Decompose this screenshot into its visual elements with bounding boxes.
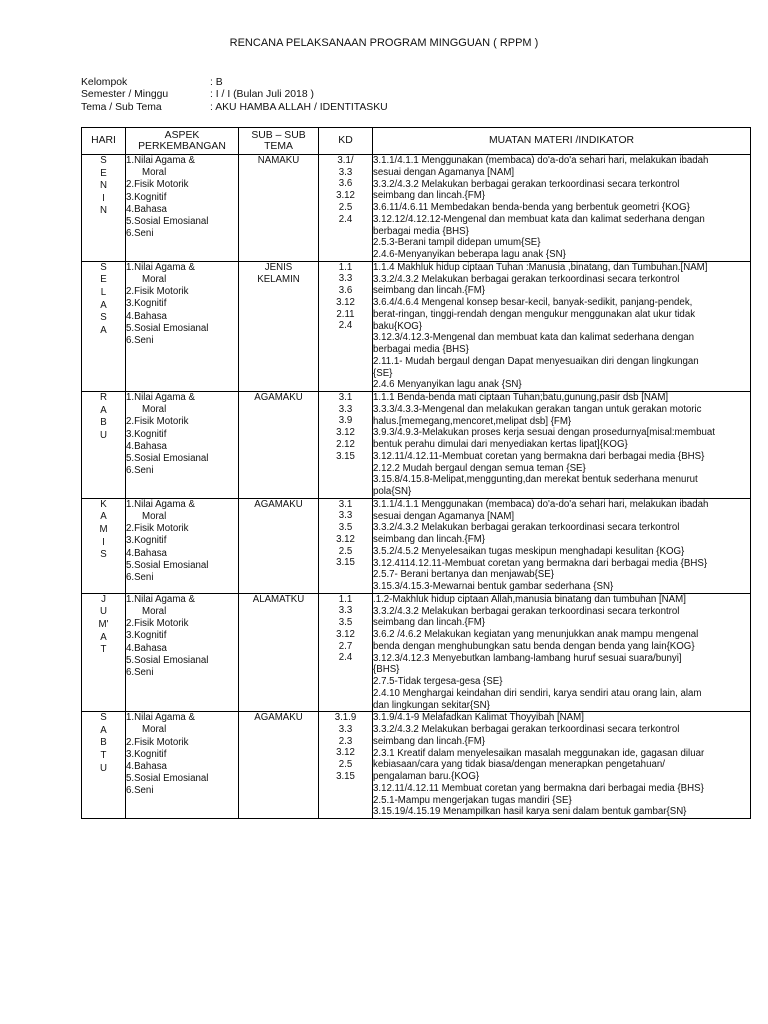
muatan-line: 3.1.1/4.1.1 Menggunakan (membaca) do'a-do'a sehari hari, melakukan ibadah [373, 498, 709, 510]
info-row [81, 102, 388, 114]
kd-cell [319, 498, 373, 593]
muatan-line: sesuai dengan Agamanya [NAM] [373, 166, 515, 178]
kd-line: 3.15 [336, 770, 355, 782]
aspek-line: 2.Fisik Motorik [126, 179, 189, 191]
muatan-line: 2.7.5-Tidak tergesa-gesa {SE} [373, 676, 503, 687]
muatan-line: 3.12.3/4.12.3 Menyebutkan lambang-lambang huruf sesuai suara/bunyi] [373, 652, 682, 664]
aspek-line: Moral [142, 273, 167, 285]
kd-line: 3.6 [338, 285, 353, 297]
aspek-line: 5.Sosial Emosianal [126, 322, 209, 334]
day-cell [82, 498, 126, 593]
muatan-line: 2.4.10 Menghargai keindahan diri sendiri, karya sendiri atau orang lain, alam [373, 687, 702, 699]
aspek-line: 2.Fisik Motorik [126, 523, 189, 535]
aspek-line: 4.Bahasa [126, 203, 167, 215]
table-row [82, 712, 751, 819]
aspek-line: 6.Seni [126, 334, 154, 346]
muatan-line: berbagai media {BHS} [373, 344, 469, 355]
header-hari: HARI [82, 128, 126, 155]
aspek-line: 5.Sosial Emosianal [126, 453, 209, 465]
muatan-line: 2.11.1- Mudah bergaul dengan Dapat menyesuaikan diri dengan lingkungan [373, 355, 699, 367]
header-aspek-line1: ASPEK [164, 129, 200, 141]
sub-tema-line: AGAMAKU [254, 712, 303, 724]
info-label: Semester / Minggu [81, 89, 169, 101]
sub-tema-cell [239, 712, 319, 819]
muatan-line: 3.12.4114.12.11-Membuat coretan yang bermakna dari berbagai media {BHS} [373, 557, 708, 569]
day-cell [82, 261, 126, 391]
kd-line: 3.12 [336, 533, 355, 545]
muatan-line: pengalaman baru.{KOG} [373, 771, 480, 782]
kd-line: 3.3 [338, 605, 353, 617]
muatan-cell [373, 712, 751, 819]
kd-line: 3.9 [338, 415, 353, 427]
kd-line: 3.1 [338, 498, 353, 510]
muatan-line: {BHS} [373, 664, 400, 676]
aspek-line: Moral [142, 167, 167, 179]
sub-tema-line: KELAMIN [257, 274, 300, 286]
aspek-line: 4.Bahasa [126, 440, 167, 452]
info-value: : B [210, 77, 223, 88]
muatan-line: 3.9.3/4.9.3-Melakukan proses kerja sesuai dengan prosedurnya[misal:membuat [373, 427, 715, 439]
muatan-cell [373, 498, 751, 593]
aspek-cell [126, 392, 239, 499]
day-letter: A [100, 511, 107, 523]
aspek-line: 5.Sosial Emosianal [126, 654, 209, 666]
day-letter: A [100, 324, 107, 336]
muatan-line: {SE} [373, 367, 393, 379]
muatan-line: pola{SN} [373, 486, 412, 497]
day-letter: M [99, 523, 108, 535]
sub-tema-cell [239, 155, 319, 262]
sub-tema-cell [239, 593, 319, 712]
day-letter: E [100, 167, 107, 179]
header-sub-line1: SUB – SUB [251, 129, 306, 141]
rppm-table [81, 127, 751, 819]
kd-line: 1.1 [338, 593, 353, 605]
header-muatan: MUATAN MATERI /INDIKATOR [373, 128, 751, 155]
day-letter: I [102, 536, 105, 548]
muatan-line: 3.5.2/4.5.2 Menyelesaikan tugas meskipun menghadapi kesulitan {KOG} [373, 545, 685, 557]
aspek-line: 6.Seni [126, 465, 154, 477]
day-letter: U [100, 429, 107, 441]
muatan-line: 3.3.2/4.3.2 Melakukan berbagai gerakan terkoordinasi secara terkontrol [373, 522, 680, 534]
kd-line: 2.4 [338, 213, 353, 225]
muatan-line: 3.15.3/4.15.3-Mewarnai bentuk gambar sederhana {SN} [373, 581, 614, 592]
muatan-line: benda dengan menghubungkan satu benda dengan benda yang lain{KOG} [373, 640, 695, 652]
muatan-line: 3.15.19/4.15.19 Menampilkan hasil karya seni dalam bentuk gambar{SN} [373, 806, 687, 818]
muatan-line: 2.4.6-Menyanyikan beberapa lagu anak {SN} [373, 249, 566, 260]
table-row [82, 593, 751, 712]
aspek-line: 1.Nilai Agama & [126, 593, 195, 605]
muatan-line: seimbang dan lincah.{FM} [373, 534, 486, 545]
kd-cell [319, 712, 373, 819]
kd-cell [319, 261, 373, 391]
muatan-line: 2.5.3-Berani tampil didepan umum{SE} [373, 237, 541, 249]
kd-line: 3.12 [336, 427, 355, 439]
kd-line: 3.12 [336, 747, 355, 759]
muatan-line: 3.3.2/4.3.2 Melakukan berbagai gerakan terkoordinasi secara terkontrol [373, 178, 680, 190]
aspek-line: 3.Kognitif [126, 191, 167, 203]
aspek-line: 2.Fisik Motorik [126, 618, 189, 630]
aspek-cell [126, 261, 239, 391]
muatan-line: 2.4.6 Menyanyikan lagu anak {SN} [373, 379, 522, 391]
day-cell [82, 392, 126, 499]
aspek-line: Moral [142, 724, 167, 736]
kd-line: 3.12 [336, 628, 355, 640]
muatan-line: 3.12.11/4.12.11 Membuat coretan yang bermakna dari berbagai media {BHS} [373, 782, 704, 794]
header-aspek-line2: PERKEMBANGAN [138, 141, 226, 152]
kd-line: 3.5 [338, 522, 353, 534]
aspek-line: 6.Seni [126, 571, 154, 583]
day-letter: S [100, 261, 107, 273]
table-header-row [82, 128, 751, 155]
info-block [81, 77, 388, 114]
day-letter: U [100, 606, 107, 618]
aspek-line: 4.Bahasa [126, 642, 167, 654]
muatan-line: 3.3.3/4.3.3-Mengenal dan melakukan gerakan tangan untuk gerakan motoric [373, 403, 702, 415]
info-value: : I / I (Bulan Juli 2018 ) [210, 89, 314, 101]
aspek-line: 1.Nilai Agama & [126, 155, 195, 166]
table-row [82, 261, 751, 391]
muatan-line: bentuk perahu dimulai dari menyediakan kertas lipat]{KOG} [373, 439, 628, 450]
kd-line: 3.1 [338, 392, 353, 403]
day-letter: I [102, 192, 105, 204]
muatan-line: seimbang dan lincah.{FM} [373, 735, 486, 747]
kd-line: 2.5 [338, 759, 353, 771]
muatan-line: dan lingkungan sekitar{SN} [373, 699, 490, 711]
kd-line: 2.7 [338, 640, 353, 652]
sub-tema-line: JENIS [264, 261, 293, 273]
kd-cell [319, 392, 373, 499]
muatan-line: 3.6.4/4.6.4 Mengenal konsep besar-kecil, banyak-sedikit, panjang-pendek, [373, 297, 693, 308]
sub-tema-line: AGAMAKU [254, 498, 303, 510]
sub-tema-cell [239, 498, 319, 593]
header-aspek [126, 128, 239, 155]
aspek-line: 3.Kognitif [126, 428, 167, 440]
table-row [82, 155, 751, 262]
muatan-line: 3.12.11/4.12.11-Membuat coretan yang bermakna dari berbagai media {BHS} [373, 450, 705, 462]
day-letter: S [100, 712, 107, 724]
kd-line: 2.5 [338, 201, 353, 213]
kd-line: 2.3 [338, 735, 353, 747]
header-kd: KD [319, 128, 373, 155]
kd-line: 3.3 [338, 166, 353, 178]
aspek-line: 3.Kognitif [126, 630, 167, 642]
muatan-line: halus.[memegang,mencoret,melipat dsb] {FM} [373, 415, 572, 427]
header-sub-tema [239, 128, 319, 155]
kd-line: 3.3 [338, 403, 353, 415]
day-letter: S [100, 549, 107, 561]
aspek-line: 5.Sosial Emosianal [126, 216, 209, 228]
muatan-line: 3.3.2/4.3.2 Melakukan berbagai gerakan terkoordinasi secara terkontrol [373, 273, 680, 285]
day-cell [82, 712, 126, 819]
day-letter: N [100, 205, 107, 217]
aspek-line: 1.Nilai Agama & [126, 392, 195, 403]
aspek-line: 2.Fisik Motorik [126, 736, 189, 748]
muatan-line: 2.12.2 Mudah bergaul dengan semua teman {SE} [373, 462, 586, 474]
muatan-line: .1.2-Makhluk hidup ciptaan Allah,manusia binatang dan tumbuhan [NAM] [373, 593, 686, 605]
muatan-line: 2.5.1-Mampu mengerjakan tugas mandiri {SE} [373, 794, 572, 806]
day-cell [82, 155, 126, 262]
muatan-line: 3.6.2 /4.6.2 Melakukan kegiatan yang menunjukkan anak mampu mengenal [373, 629, 699, 640]
header-sub-line2: TEMA [264, 141, 293, 152]
aspek-line: 1.Nilai Agama & [126, 712, 195, 724]
kd-line: 2.5 [338, 545, 353, 557]
kd-line: 2.11 [336, 308, 355, 320]
day-letter: B [100, 417, 107, 429]
aspek-line: 4.Bahasa [126, 547, 167, 559]
aspek-line: 3.Kognitif [126, 535, 167, 547]
aspek-line: 5.Sosial Emosianal [126, 773, 209, 785]
day-letter: S [100, 312, 107, 324]
kd-line: 3.3 [338, 510, 353, 522]
info-value: : AKU HAMBA ALLAH / IDENTITASKU [210, 101, 388, 113]
muatan-line: 3.3.2/4.3.2 Melakukan berbagai gerakan terkoordinasi secara terkontrol [373, 724, 680, 735]
aspek-line: 2.Fisik Motorik [126, 416, 189, 428]
muatan-line: 3.15.8/4.15.8-Melipat,menggunting,dan merekat bentuk sederhana menurut [373, 474, 698, 486]
kd-line: 3.3 [338, 273, 353, 285]
aspek-cell [126, 155, 239, 262]
day-letter: K [100, 498, 107, 510]
day-letter: E [100, 274, 107, 286]
kd-line: 1.1 [338, 261, 353, 273]
sub-tema-line: AGAMAKU [254, 392, 303, 403]
kd-line: 3.12 [336, 296, 355, 308]
page-title: RENCANA PELAKSANAAN PROGRAM MINGGUAN ( RPPM ) [229, 37, 539, 49]
day-letter: T [100, 750, 107, 762]
day-letter: A [100, 299, 107, 311]
day-letter: U [100, 762, 107, 774]
kd-line: 3.15 [336, 450, 355, 462]
kd-cell [319, 155, 373, 262]
muatan-line: 3.6.11/4.6.11 Membedakan benda-benda yang berbentuk geometri {KOG} [373, 202, 690, 213]
sub-tema-line: NAMAKU [257, 155, 300, 166]
muatan-line: 3.12.12/4.12.12-Mengenal dan membuat kata dan kalimat sederhana dengan [373, 213, 705, 225]
day-letter: R [100, 392, 107, 403]
muatan-line: berbagai media {BHS} [373, 225, 469, 237]
table-row [82, 498, 751, 593]
kd-line: 3.5 [338, 617, 353, 629]
muatan-line: 2.5.7- Berani bertanya dan menjawab{SE} [373, 569, 554, 581]
aspek-line: 1.Nilai Agama & [126, 261, 195, 273]
muatan-line: berat-ringan, tinggi-rendah dengan mengukur menggunakan alat ukur tidak [373, 308, 696, 320]
aspek-line: Moral [142, 605, 167, 617]
kd-line: 3.12 [336, 190, 355, 202]
day-letter: B [100, 737, 107, 749]
table-row [82, 392, 751, 499]
sub-tema-cell [239, 261, 319, 391]
muatan-line: 1.1.4 Makhluk hidup ciptaan Tuhan :Manusia ,binatang, dan Tumbuhan.[NAM] [373, 261, 708, 273]
aspek-line: 6.Seni [126, 785, 154, 797]
info-label: Kelompok [81, 77, 128, 88]
day-letter: A [100, 404, 107, 416]
aspek-line: 3.Kognitif [126, 748, 167, 760]
aspek-line: 6.Seni [126, 666, 154, 678]
day-letter: J [101, 593, 106, 605]
muatan-line: seimbang dan lincah.{FM} [373, 285, 486, 297]
muatan-cell [373, 392, 751, 499]
day-letter: N [100, 180, 107, 192]
kd-line: 3.1/ [337, 155, 354, 166]
aspek-line: Moral [142, 510, 167, 522]
day-letter: M' [98, 618, 109, 630]
muatan-line: 3.12.3/4.12.3-Mengenal dan membuat kata dan kalimat sederhana dengan [373, 332, 694, 344]
kd-line: 3.15 [336, 557, 355, 569]
aspek-line: 3.Kognitif [126, 298, 167, 310]
aspek-line: 2.Fisik Motorik [126, 286, 189, 298]
day-letter: A [100, 724, 107, 736]
kd-line: 3.6 [338, 178, 353, 190]
muatan-line: 1.1.1 Benda-benda mati ciptaan Tuhan;batu,gunung,pasir dsb [NAM] [373, 392, 669, 403]
muatan-line: 3.1.1/4.1.1 Menggunakan (membaca) do'a-do'a sehari hari, melakukan ibadah [373, 155, 709, 166]
muatan-cell [373, 261, 751, 391]
aspek-line: 1.Nilai Agama & [126, 498, 195, 510]
kd-line: 3.1.9 [334, 712, 357, 724]
day-letter: S [100, 155, 107, 166]
aspek-cell [126, 593, 239, 712]
kd-line: 2.12 [336, 438, 355, 450]
aspek-line: 4.Bahasa [126, 761, 167, 773]
kd-cell [319, 593, 373, 712]
sub-tema-line: ALAMATKU [252, 593, 305, 605]
aspek-cell [126, 498, 239, 593]
kd-line: 3.3 [338, 723, 353, 735]
muatan-line: seimbang dan lincah.{FM} [373, 190, 486, 202]
aspek-line: 5.Sosial Emosianal [126, 559, 209, 571]
day-letter: L [100, 286, 107, 298]
aspek-line: 6.Seni [126, 228, 154, 240]
info-row [81, 77, 388, 89]
aspek-line: 4.Bahasa [126, 310, 167, 322]
muatan-line: 2.3.1 Kreatif dalam menyelesaikan masalah meggunakan ide, gagasan diluar [373, 747, 705, 759]
kd-line: 2.4 [338, 652, 353, 664]
aspek-line: Moral [142, 404, 167, 416]
info-label: Tema / Sub Tema [81, 101, 162, 113]
muatan-line: sesuai dengan Agamanya [NAM] [373, 510, 515, 522]
day-letter: T [100, 644, 107, 656]
muatan-line: kebiasaan/cara yang tidak biasa/dengan menerapkan pengetahuan/ [373, 759, 665, 771]
sub-tema-cell [239, 392, 319, 499]
aspek-cell [126, 712, 239, 819]
info-row [81, 89, 388, 101]
muatan-line: 3.1.9/4.1-9 Melafadkan Kalimat Thoyyibah [NAM] [373, 712, 584, 724]
day-cell [82, 593, 126, 712]
muatan-line: baku{KOG} [373, 320, 423, 332]
muatan-line: 3.3.2/4.3.2 Melakukan berbagai gerakan terkoordinasi secara terkontrol [373, 605, 680, 617]
muatan-cell [373, 593, 751, 712]
muatan-line: seimbang dan lincah.{FM} [373, 617, 486, 629]
muatan-cell [373, 155, 751, 262]
day-letter: A [100, 631, 107, 643]
kd-line: 2.4 [338, 320, 353, 332]
